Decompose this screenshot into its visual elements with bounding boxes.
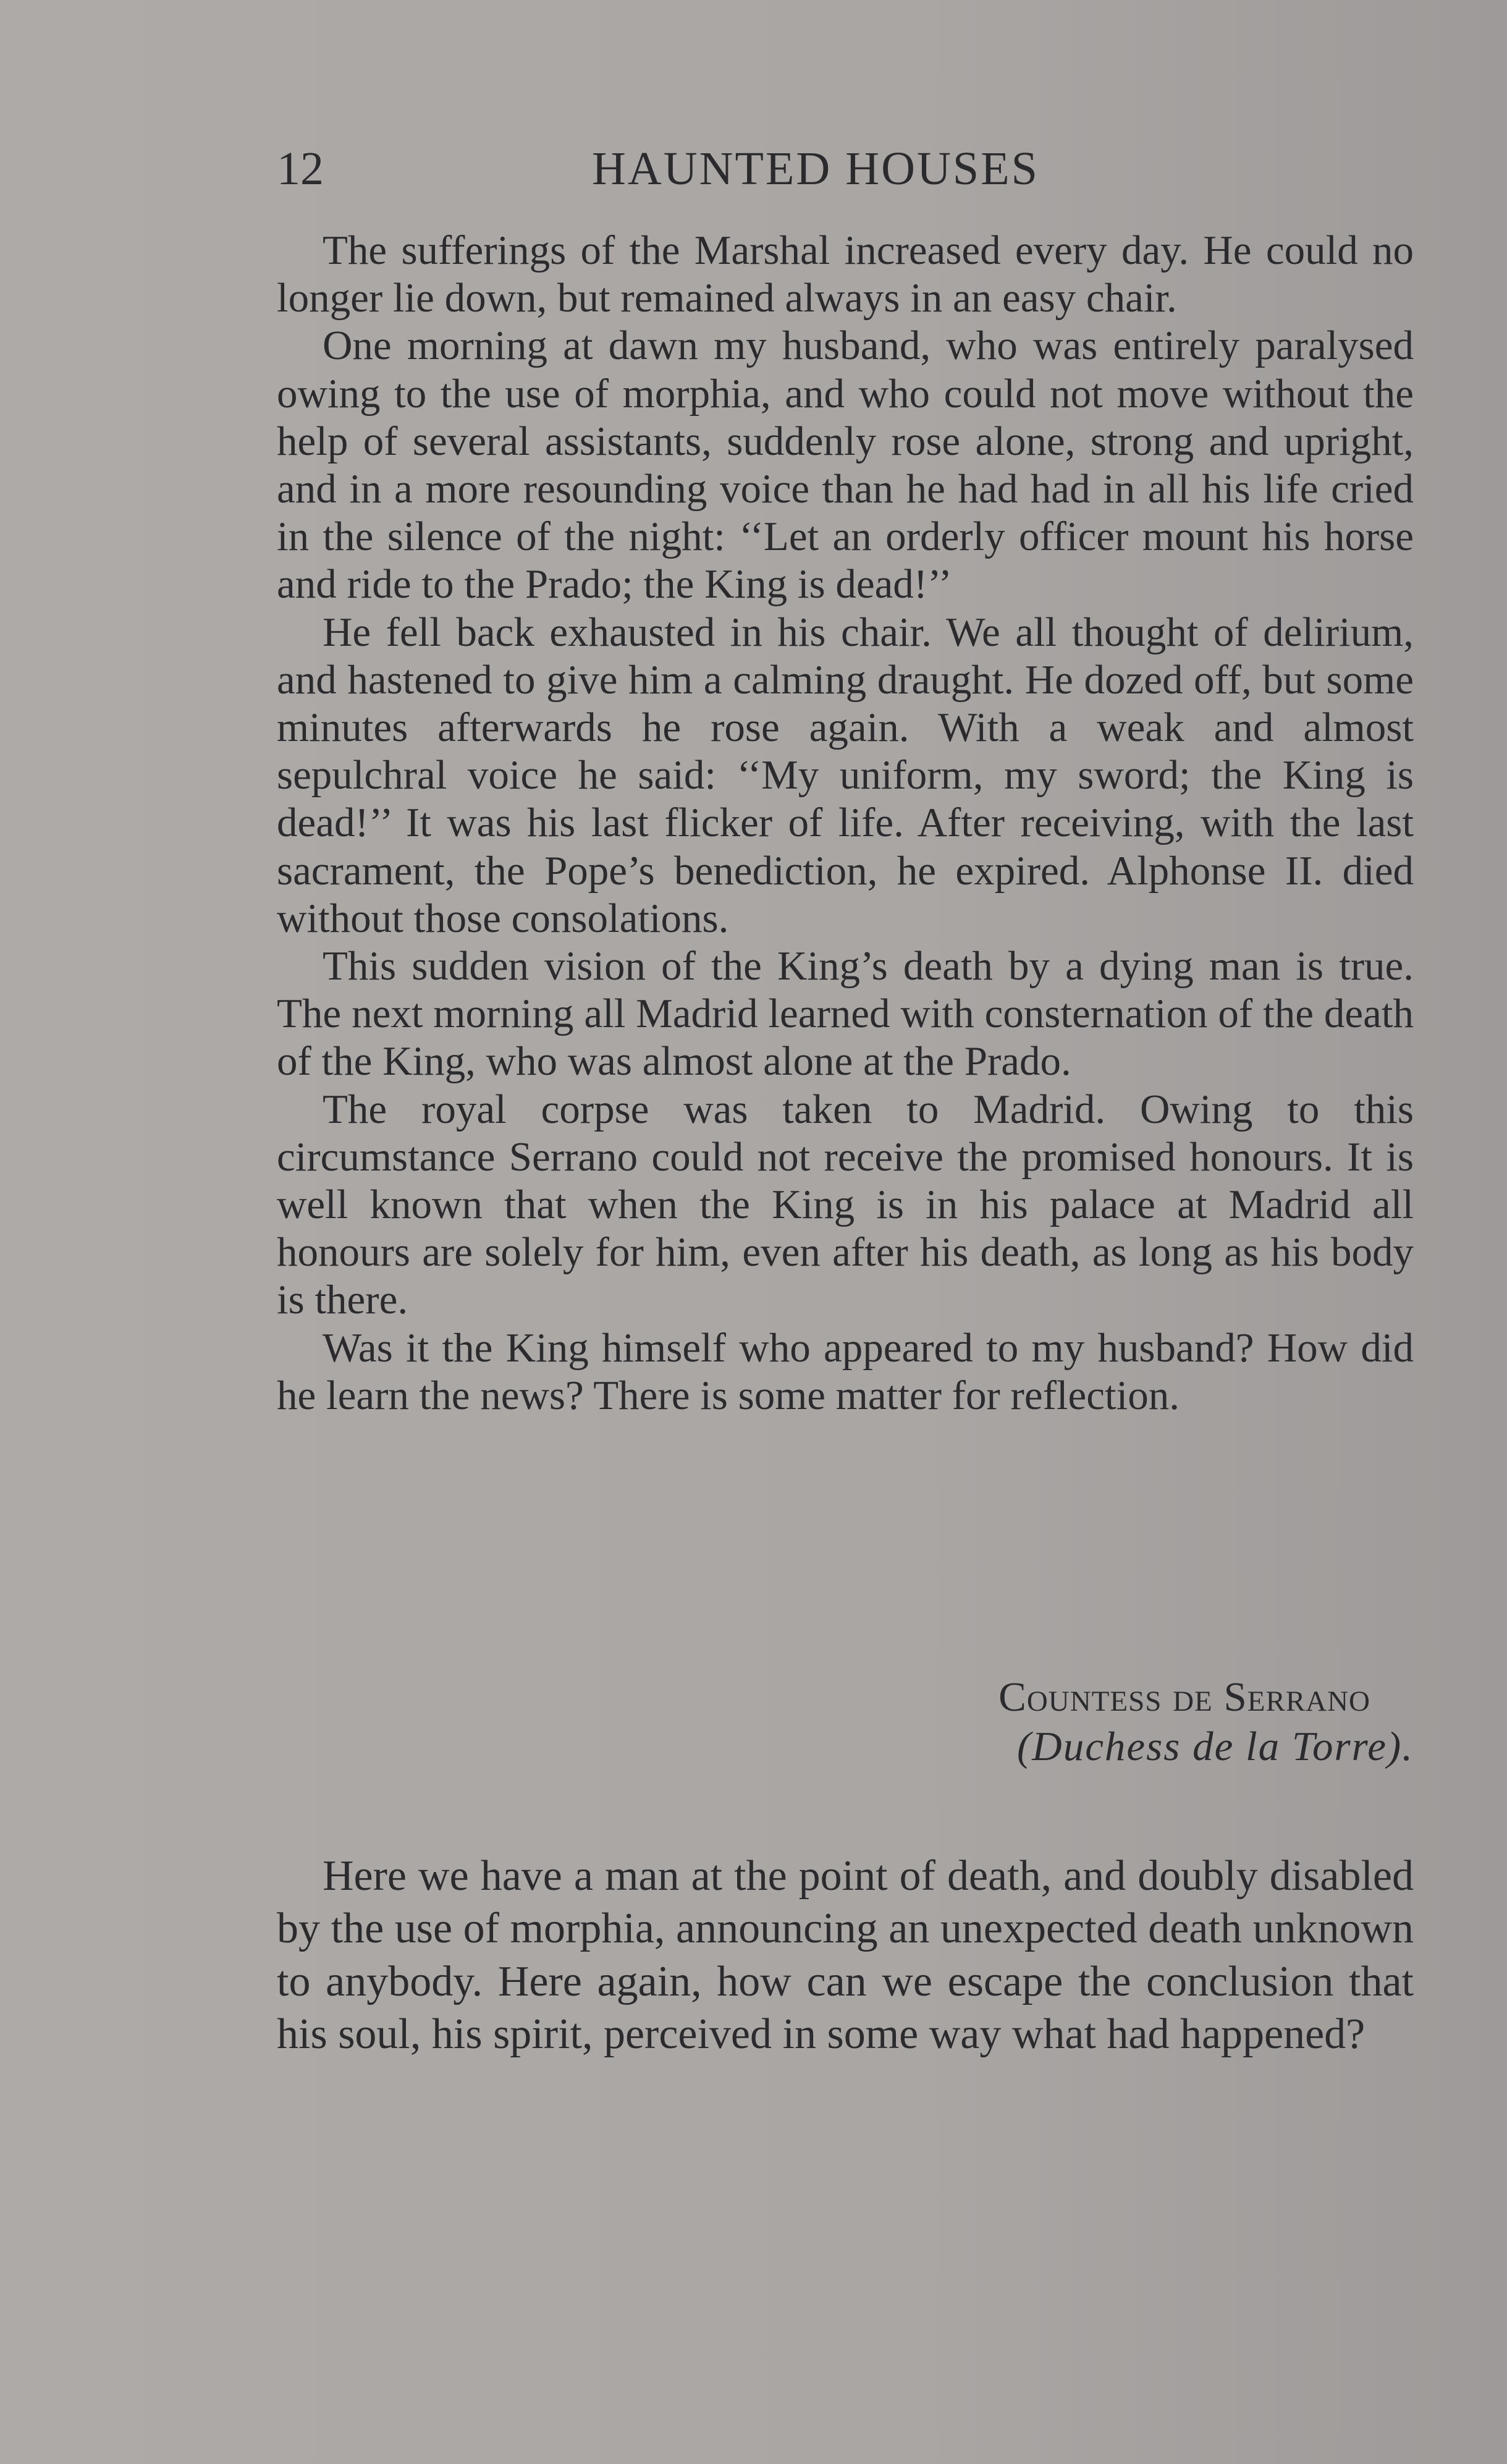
paragraph: He fell back exhausted in his chair. We all thought of delirium, and hastened to give him a calming draught. He dozed off, but some minutes afterwards he rose again. With a weak and almost sepulchral voice he said: ‘‘My uniform, my sword; the King is dead!’’ It was his last flicker of life. After receiving, with the last sacrament, the Pope’s benediction, he expired. Alphonse II. died without those consolations. (277, 609, 1414, 941)
page-header (277, 135, 1414, 203)
signature-title: (Duchess de la Torre). (1017, 1724, 1414, 1769)
paragraph: One morning at dawn my husband, who was entirely paralysed owing to the use of morphia, and who could not move without the help of several assistants, suddenly rose alone, strong and upright, and in a more resounding voice than he had had in all his life cried in the silence of the night: ‘‘Let an orderly officer mount his horse and ride to the Prado; the King is dead!’’ (277, 323, 1414, 608)
letter-body (277, 227, 1414, 1420)
commentary-paragraph: Here we have a man at the point of death, and doubly disabled by the use of morphia, announcing an unexpected death unknown to anybody. Here again, how can we escape the conclusion that his soul, his spirit, perceived in some way what had happened? (277, 1852, 1414, 2059)
page-number: 12 (277, 143, 324, 195)
running-title: HAUNTED HOUSES (592, 143, 1039, 195)
paragraph: Was it the King himself who appeared to my husband? How did he learn the news? There is some matter for reflection. (277, 1324, 1414, 1418)
signature (277, 1672, 1414, 1771)
paragraph: The royal corpse was taken to Madrid. Owing to this circumstance Serrano could not receive the promised honours. It is well known that when the King is in his palace at Madrid all honours are solely for him, even after his death, as long as his body is there. (277, 1086, 1414, 1323)
signature-name: Countess de Serrano (998, 1674, 1370, 1720)
paragraph: The sufferings of the Marshal increased every day. He could no longer lie down, but remained always in an easy chair. (277, 227, 1414, 321)
paragraph: This sudden vision of the King’s death by a dying man is true. The next morning all Madrid learned with consternation of the death of the King, who was almost alone at the Prado. (277, 943, 1414, 1085)
